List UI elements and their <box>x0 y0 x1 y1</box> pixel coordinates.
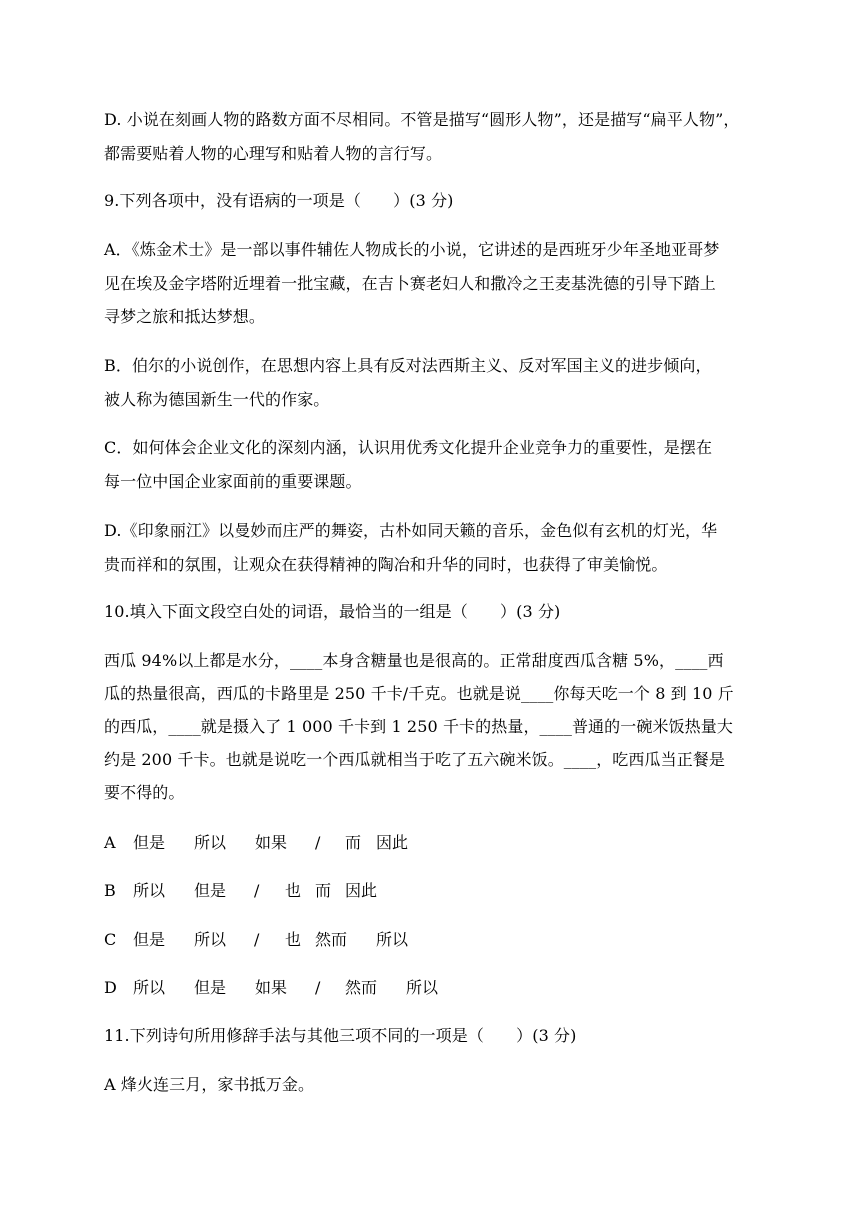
option-word: 所以 <box>376 930 409 949</box>
option-word: 如果 <box>255 833 288 852</box>
q9-option-a-line2: 见在埃及金字塔附近埋着一批宝藏，在吉卜赛老妇人和撒冷之王麦基洗德的引导下踏上 <box>104 274 716 293</box>
q9-option-d-line2: 贵而祥和的氛围，让观众在获得精神的陶冶和升华的同时，也获得了审美愉悦。 <box>104 555 668 574</box>
q11-option-a: A 烽火连三月，家书抵万金。 <box>104 1075 315 1094</box>
option-word: / <box>254 881 260 900</box>
q10-passage-line3: 的西瓜，____就是摄入了 1 000 千卡到 1 250 千卡的热量，____普通的一碗米饭热量大 <box>104 717 733 736</box>
option-word: 而 <box>315 881 332 900</box>
q9-stem: 9.下列各项中，没有语病的一项是（ ）(3 分) <box>104 191 454 210</box>
q9-option-d-line1: D.《印象丽江》以曼妙而庄严的舞姿，古朴如同天籁的音乐，金色似有玄机的灯光，华 <box>104 521 718 540</box>
option-word: 也 <box>285 930 302 949</box>
option-word: 所以 <box>133 978 166 997</box>
q9-option-a-line1: A．《炼金术士》是一部以事件辅佐人物成长的小说，它讲述的是西班牙少年圣地亚哥梦 <box>104 240 720 259</box>
option-word: 然而 <box>315 930 348 949</box>
option-word: 所以 <box>194 930 227 949</box>
option-word: 所以 <box>194 833 227 852</box>
q8-option-d-line1: D. 小说在刻画人物的路数方面不尽相同。不管是描写“圆形人物”，还是描写“扁平人物”， <box>104 110 740 129</box>
q9-option-a-line3: 寻梦之旅和抵达梦想。 <box>104 307 266 326</box>
q9-option-b-line2: 被人称为德国新生一代的作家。 <box>104 390 330 409</box>
option-letter: C <box>104 930 117 949</box>
q10-passage-line2: 瓜的热量很高，西瓜的卡路里是 250 千卡/千克。也就是说____你每天吃一个 8 到 10 斤 <box>104 684 734 703</box>
q10-passage-line4: 约是 200 千卡。也就是说吃一个西瓜就相当于吃了五六碗米饭。____，吃西瓜当正餐是 <box>104 750 726 769</box>
option-word: 所以 <box>406 978 439 997</box>
option-word: 然而 <box>345 978 378 997</box>
option-word: / <box>315 833 321 852</box>
option-word: 如果 <box>255 978 288 997</box>
option-word: 而 <box>345 833 362 852</box>
option-word: 但是 <box>133 930 166 949</box>
q9-option-c-line2: 每一位中国企业家面前的重要课题。 <box>104 472 362 491</box>
q8-option-d-line2: 都需要贴着人物的心理写和贴着人物的言行写。 <box>104 144 443 163</box>
option-word: / <box>254 930 260 949</box>
q11-stem: 11.下列诗句所用修辞手法与其他三项不同的一项是（ ）(3 分) <box>104 1026 577 1045</box>
option-word: 因此 <box>376 833 409 852</box>
q10-passage-line5: 要不得的。 <box>104 783 185 802</box>
option-word: 但是 <box>194 881 227 900</box>
q9-option-c-line1: C．如何体会企业文化的深刻内涵，认识用优秀文化提升企业竞争力的重要性，是摆在 <box>104 438 713 457</box>
option-letter: A <box>104 833 116 852</box>
option-word: / <box>315 978 321 997</box>
q9-option-b-line1: B．伯尔的小说创作，在思想内容上具有反对法西斯主义、反对军国主义的进步倾向， <box>104 356 712 375</box>
option-word: 因此 <box>345 881 378 900</box>
option-word: 但是 <box>133 833 166 852</box>
q10-passage-line1: 西瓜 94%以上都是水分，____本身含糖量也是很高的。正常甜度西瓜含糖 5%，____西 <box>104 651 724 670</box>
option-word: 但是 <box>194 978 227 997</box>
option-letter: D <box>104 978 117 997</box>
q10-stem: 10.填入下面文段空白处的词语，最恰当的一组是（ ）(3 分) <box>104 602 561 621</box>
option-word: 也 <box>285 881 302 900</box>
option-letter: B <box>104 881 116 900</box>
option-word: 所以 <box>133 881 166 900</box>
